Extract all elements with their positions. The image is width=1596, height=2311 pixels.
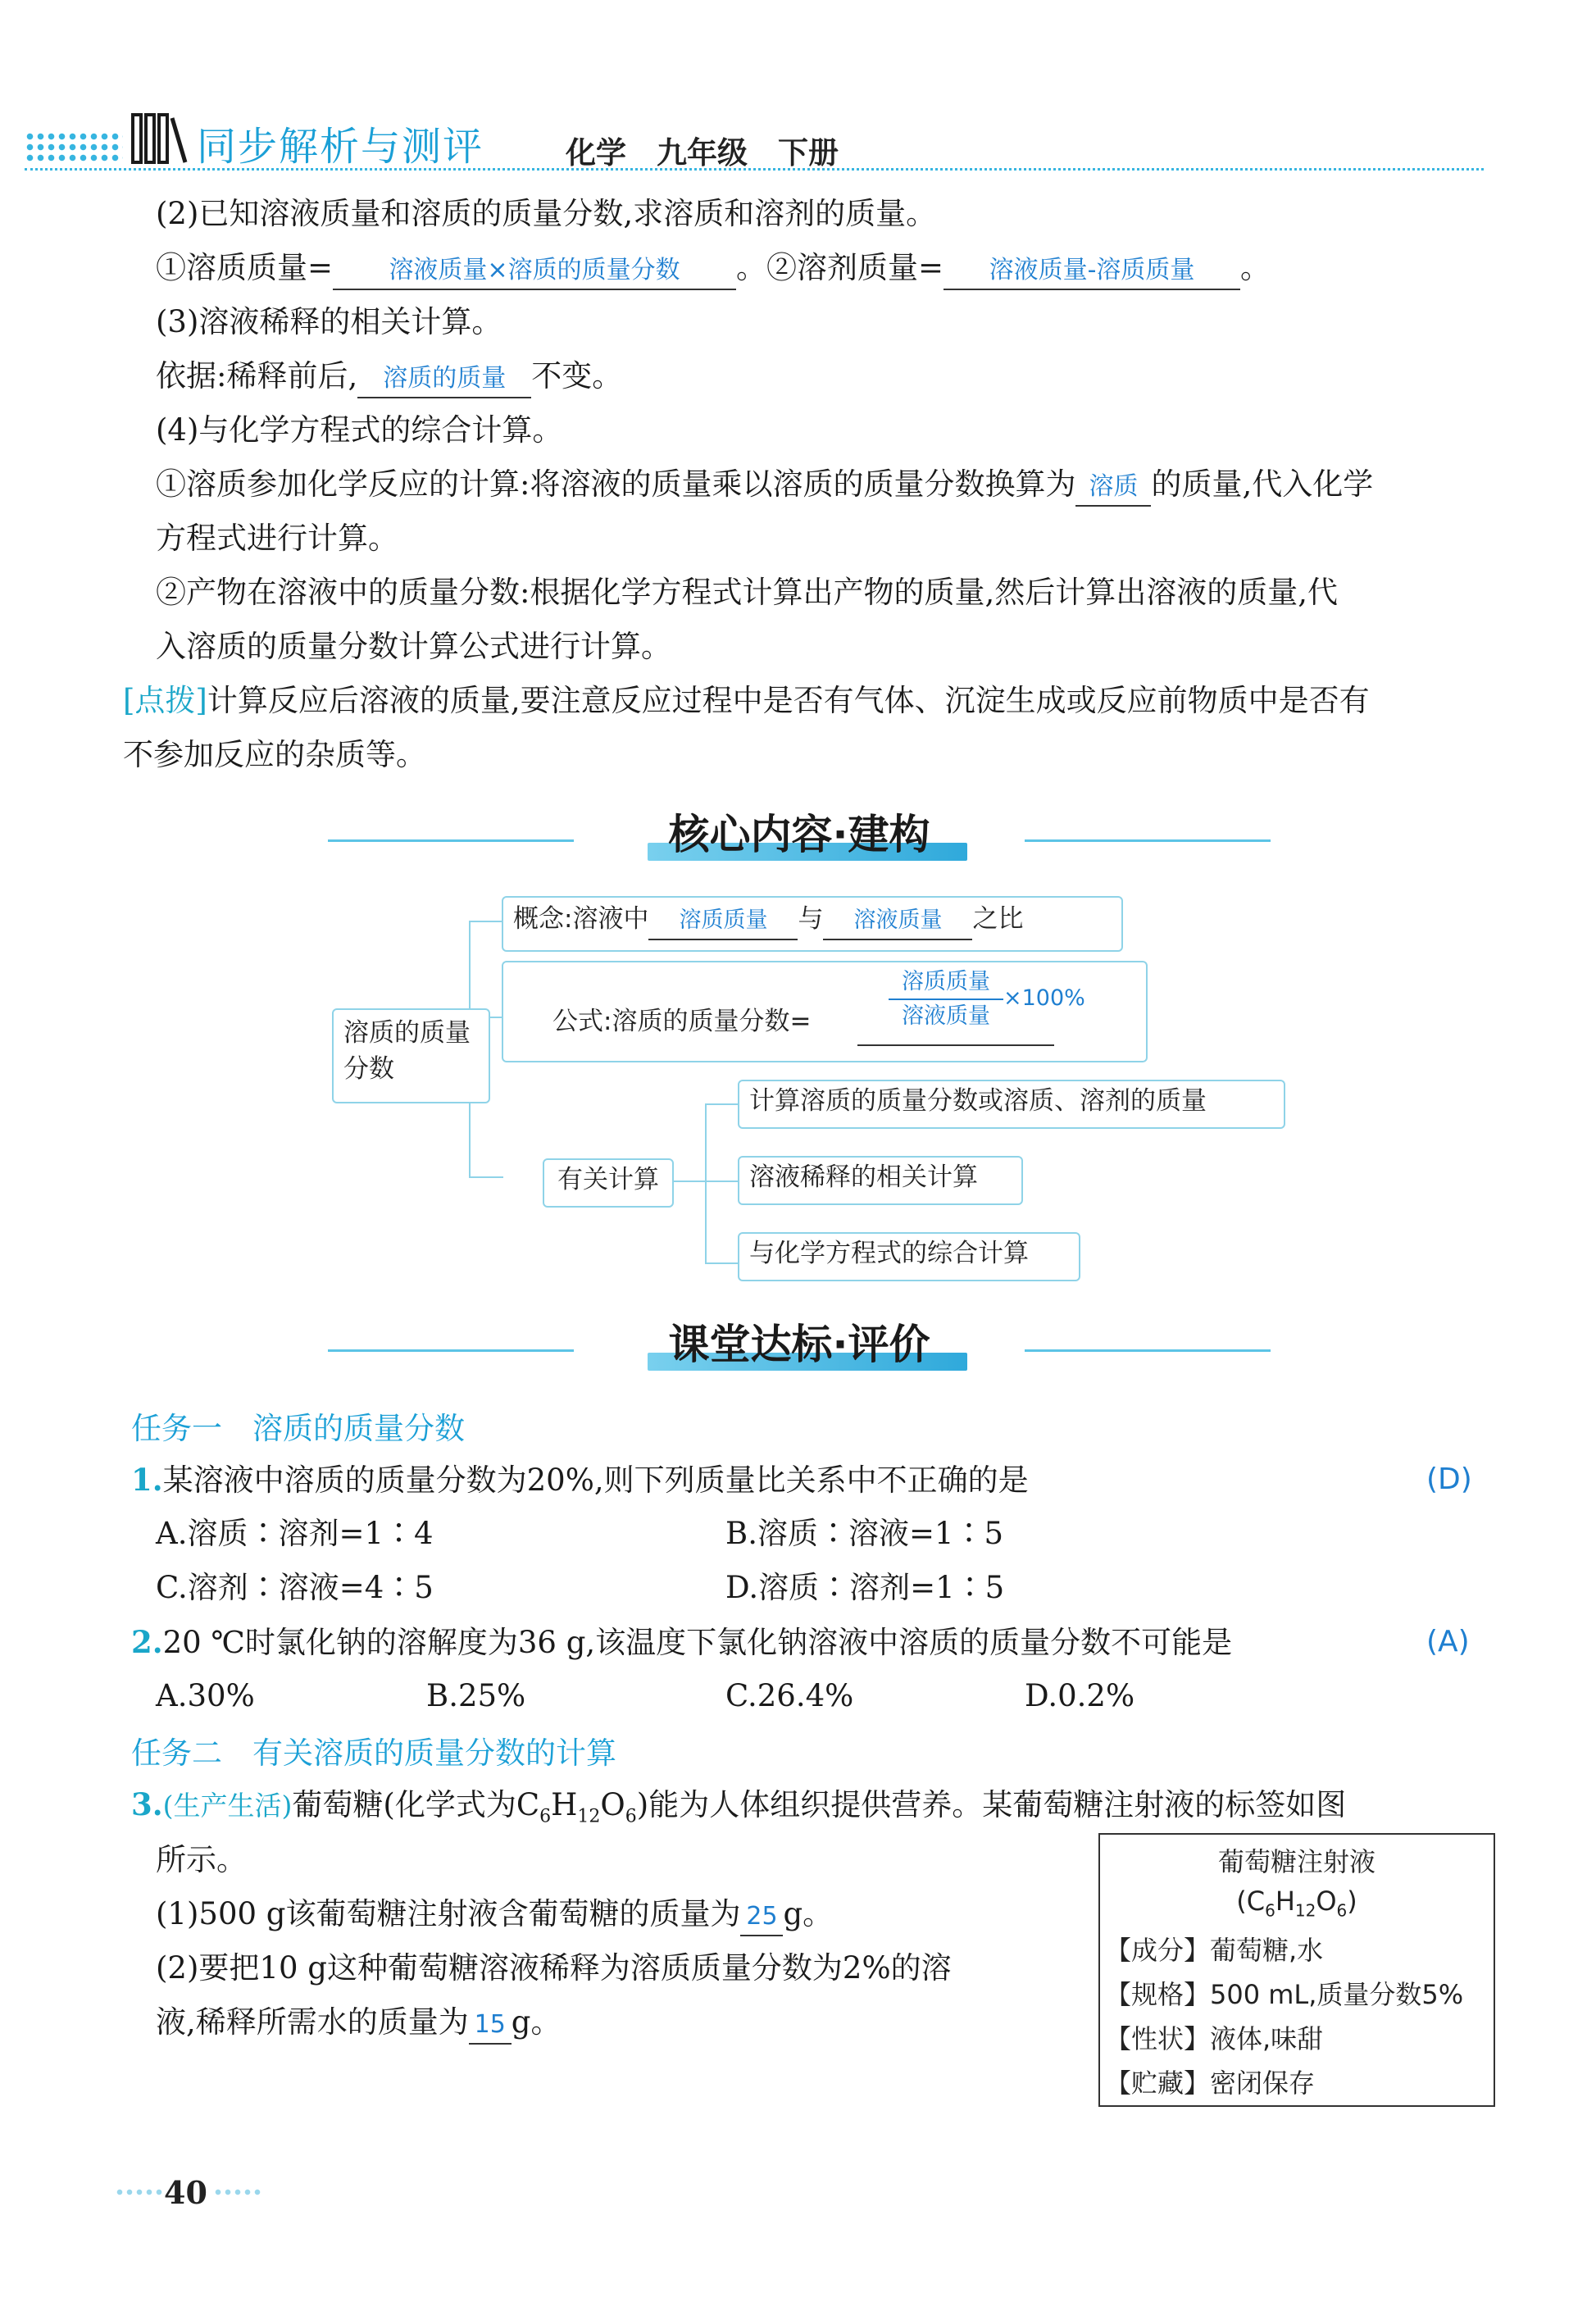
p2-a-pre: ①溶质质量= xyxy=(156,250,334,285)
formula-denominator: 溶液质量 xyxy=(902,1003,990,1029)
q1-answer: (D) xyxy=(1426,1463,1472,1496)
footer-dots-right xyxy=(213,2187,262,2199)
footer-dots-left xyxy=(115,2187,164,2199)
section-banner-eval xyxy=(328,1312,1271,1385)
q3-tag: (生产生活) xyxy=(162,1790,293,1822)
q1-option-d: D.溶质∶溶剂=1∶5 xyxy=(725,1570,1005,1605)
mindmap-formula xyxy=(502,961,1148,1062)
tip-line1 xyxy=(123,680,1370,721)
q2-option-b: B.25% xyxy=(426,1678,526,1713)
connector xyxy=(705,1103,739,1264)
q3-part1 xyxy=(156,1894,833,1936)
formula-numerator: 溶质质量 xyxy=(889,966,1003,1000)
mindmap-calc: 有关计算 xyxy=(543,1158,674,1208)
q3-part2-pre: 液,稀释所需水的质量为 xyxy=(156,2004,469,2040)
p4-b-line2: 入溶质的质量分数计算公式进行计算。 xyxy=(156,629,671,664)
mindmap-calc-item: 溶液稀释的相关计算 xyxy=(738,1156,1023,1205)
q2-option-a: A.30% xyxy=(156,1678,255,1713)
q1-stem-text: 某溶液中溶质的质量分数为20%,则下列质量比关系中不正确的是 xyxy=(162,1463,1029,1498)
label-row: 【成分】葡萄糖,水 xyxy=(1105,1935,1324,1966)
tip-text: 计算反应后溶液的质量,要注意反应过程中是否有气体、沉淀生成或反应前物质中是否有 xyxy=(207,683,1370,718)
formula-o: O xyxy=(600,1787,625,1822)
task1-title: 任务一 溶质的质量分数 xyxy=(131,1411,465,1446)
q1-option-c: C.溶剂∶溶液=4∶5 xyxy=(156,1570,434,1605)
q2-option-d: D.0.2% xyxy=(1025,1678,1135,1713)
subscript: 6 xyxy=(625,1806,637,1827)
concept-pre: 概念:溶液中 xyxy=(513,904,649,934)
q1-stem xyxy=(131,1459,1029,1501)
answer-blank: 25 xyxy=(740,1899,783,1936)
q2-option-c: C.26.4% xyxy=(725,1678,854,1713)
answer-blank: 15 xyxy=(469,2007,512,2045)
p4-heading: (4)与化学方程式的综合计算。 xyxy=(156,412,563,448)
mindmap-root: 溶质的质量分数 xyxy=(332,1008,490,1103)
mindmap-concept xyxy=(502,896,1123,952)
q1-number: 1. xyxy=(131,1462,163,1498)
answer-blank: 溶液质量-溶质质量 xyxy=(944,252,1240,290)
header-dots-decoration xyxy=(25,131,123,164)
concept-post: 之比 xyxy=(972,904,1024,934)
formula-h: H xyxy=(551,1787,578,1822)
section-title: 核心内容·建构 xyxy=(668,811,930,858)
label-formula: $(C_6H_{12}O_6)$ xyxy=(1236,1886,1357,1921)
header-divider xyxy=(25,168,1484,171)
q2-stem-text: 20 ℃时氯化钠的溶解度为36 g,该温度下氯化钠溶液中溶质的质量分数不可能是 xyxy=(162,1625,1233,1660)
q3-part2-line2 xyxy=(156,2002,561,2045)
answer-blank: 溶质质量 xyxy=(648,903,798,940)
p3-heading: (3)溶液稀释的相关计算。 xyxy=(156,304,502,339)
p4-a-post: 的质量,代入化学 xyxy=(1151,466,1374,502)
answer-blank: 溶质 xyxy=(1075,469,1151,507)
answer-blank: 溶液质量×溶质的质量分数 xyxy=(333,252,736,290)
series-title: 同步解析与测评 xyxy=(197,124,484,170)
p3-basis xyxy=(156,356,622,398)
label-title: 葡萄糖注射液 xyxy=(1217,1846,1375,1877)
p4-a-line1 xyxy=(156,464,1373,507)
p2-a-post: 。 xyxy=(1240,250,1271,285)
formula-blank xyxy=(857,966,1085,1046)
section-title: 课堂达标·评价 xyxy=(668,1321,930,1368)
label-row: 【性状】液体,味甜 xyxy=(1105,2023,1324,2054)
q1-option-b: B.溶质∶溶液=1∶5 xyxy=(725,1516,1004,1551)
q3-stem-line2: 所示。 xyxy=(156,1842,247,1877)
tip-tag: [点拨] xyxy=(123,683,207,718)
q3-part2-post: g。 xyxy=(511,2004,562,2040)
p4-b-line1: ②产物在溶液中的质量分数:根据化学方程式计算出产物的质量,然后计算出溶液的质量,代 xyxy=(156,575,1338,610)
q3-number: 3. xyxy=(131,1786,163,1822)
formula-pre: 公式:溶质的质量分数= xyxy=(552,1007,812,1036)
q3-stem-post: )能为人体组织提供营养。某葡萄糖注射液的标签如图 xyxy=(636,1787,1347,1822)
label-row: 【贮藏】密闭保存 xyxy=(1105,2068,1316,2099)
q3-stem xyxy=(131,1784,1346,1837)
p3-basis-post: 不变。 xyxy=(531,358,623,394)
p3-basis-pre: 依据:稀释前后, xyxy=(156,358,358,394)
p2-a-mid: 。②溶剂质量= xyxy=(736,250,944,285)
q3-part2-line1: (2)要把10 g这种葡萄糖溶液稀释为溶质质量分数为2%的溶 xyxy=(156,1950,952,1986)
answer-blank: 溶质的质量 xyxy=(357,361,531,398)
label-row: 【规格】500 mL,质量分数5% xyxy=(1105,1979,1464,2010)
formula-multiplier: ×100% xyxy=(1003,985,1085,1011)
q2-answer: (A) xyxy=(1426,1625,1470,1658)
subscript: 6 xyxy=(539,1806,552,1827)
answer-blank: 溶液质量 xyxy=(823,903,972,940)
mindmap-calc-item: 计算溶质的质量分数或溶质、溶剂的质量 xyxy=(738,1080,1285,1129)
page-number: 40 xyxy=(164,2174,207,2211)
tip-line2: 不参加反应的杂质等。 xyxy=(123,737,426,772)
concept-mid: 与 xyxy=(798,904,824,934)
section-banner-core xyxy=(328,802,1271,876)
subscript: 12 xyxy=(577,1806,601,1827)
p2-heading: (2)已知溶液质量和溶质的质量分数,求溶质和溶剂的质量。 xyxy=(156,196,937,231)
glucose-label xyxy=(1098,1833,1495,2107)
q1-option-a: A.溶质∶溶剂=1∶4 xyxy=(156,1516,434,1551)
p2-line-a xyxy=(156,248,1271,290)
mindmap-calc-item: 与化学方程式的综合计算 xyxy=(738,1232,1080,1281)
task2-title: 任务二 有关溶质的质量分数的计算 xyxy=(131,1736,616,1771)
p4-a-line2: 方程式进行计算。 xyxy=(156,521,398,556)
q3-part1-pre: (1)500 g该葡萄糖注射液含葡萄糖的质量为 xyxy=(156,1896,741,1931)
subject-grade: 化学 九年级 下册 xyxy=(566,135,839,171)
p4-a-pre: ①溶质参加化学反应的计算:将溶液的质量乘以溶质的质量分数换算为 xyxy=(156,466,1076,502)
books-logo-icon xyxy=(131,111,190,166)
connector xyxy=(672,1181,738,1182)
q2-stem xyxy=(131,1622,1232,1663)
q3-part1-post: g。 xyxy=(783,1896,834,1931)
q3-stem-pre: 葡萄糖(化学式为C xyxy=(292,1787,540,1822)
q2-number: 2. xyxy=(131,1624,163,1660)
